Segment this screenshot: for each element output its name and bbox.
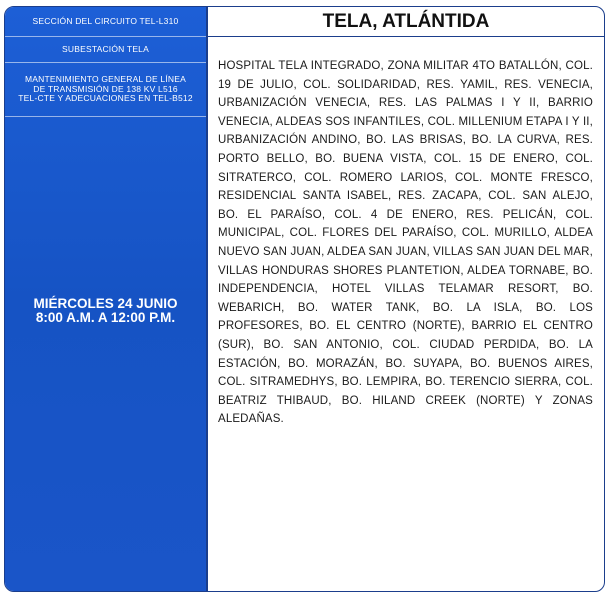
circuit-section-text: SECCIÓN DEL CIRCUITO TEL-L310 (32, 15, 179, 26)
substation-label (5, 37, 206, 63)
right-areas-panel (206, 7, 604, 591)
maintenance-line-1: MANTENIMIENTO GENERAL DE LÍNEA (25, 73, 186, 84)
affected-areas-text: HOSPITAL TELA INTEGRADO, ZONA MILITAR 4TO BATALLÓN, COL. 19 DE JULIO, COL. SOLIDARIDAD, RES. YAMIL, RES. VENECIA, URBANIZACIÓN VENECIA, RES. LAS PALMAS I Y II, BARRIO VENECIA, ALDEAS SOS INFANTILES, COL. MILLENIUM ETAPA I Y II, URBANIZACIÓN ANDINO, BO. LAS BRISAS, BO. LA CURVA, RES. PORTO BELLO, BO. BUENA VISTA, COL. 15 DE ENERO, COL. SITRATERCO, COL. ROMERO LARIOS, COL. MONTE FRESCO, RESIDENCIAL SANTA ISABEL, RES. ZACAPA, COL. SAN ALEJO, BO. EL PARAÍSO, COL. 4 DE ENERO, RES. PELICÁN, COL. MUNICIPAL, COL. FLORES DEL PARAÍSO, COL. MURILLO, ALDEA NUEVO SAN JUAN, ALDEA SAN JUAN, VILLAS SAN JUAN DEL MAR, VILLAS HONDURAS SHORES PLANTETION, ALDEA TORNABE, BO. INDEPENDENCIA, HOTEL VILLAS TELAMAR RESORT, BO. WEBARICH, BO. WATER TANK, BO. LA ISLA, BO. LOS PROFESORES, BO. EL CENTRO (NORTE), BARRIO EL CENTRO (SUR), BO. SAN ANTONIO, COL. CIUDAD PERDIDA, BO. LA ESTACIÓN, BO. MORAZÁN, BO. SUYAPA, BO. BUENOS AIRES, COL. SITRAMEDHYS, BO. LEMPIRA, BO. TERENCIO SIERRA, COL. BEATRIZ THIBAUD, BO. HILAND CREEK (NORTE) Y ZONAS ALEDAÑAS. (218, 60, 593, 426)
circuit-section-label (5, 7, 206, 37)
schedule-block (5, 297, 206, 325)
outage-notice-card (4, 6, 605, 592)
substation-text: SUBESTACIÓN TELA (62, 43, 149, 54)
left-info-panel (5, 7, 206, 591)
maintenance-line-2: DE TRANSMISIÓN DE 138 KV L516 (33, 83, 178, 94)
location-title (208, 7, 604, 37)
location-title-text: TELA, ATLÁNTIDA (322, 10, 490, 32)
schedule-date: MIÉRCOLES 24 JUNIO (33, 296, 178, 311)
maintenance-line-3: TEL-CTE Y ADECUACIONES EN TEL-B512 (18, 93, 193, 104)
schedule-time: 8:00 A.M. A 12:00 P.M. (35, 310, 176, 326)
maintenance-description (5, 63, 206, 117)
